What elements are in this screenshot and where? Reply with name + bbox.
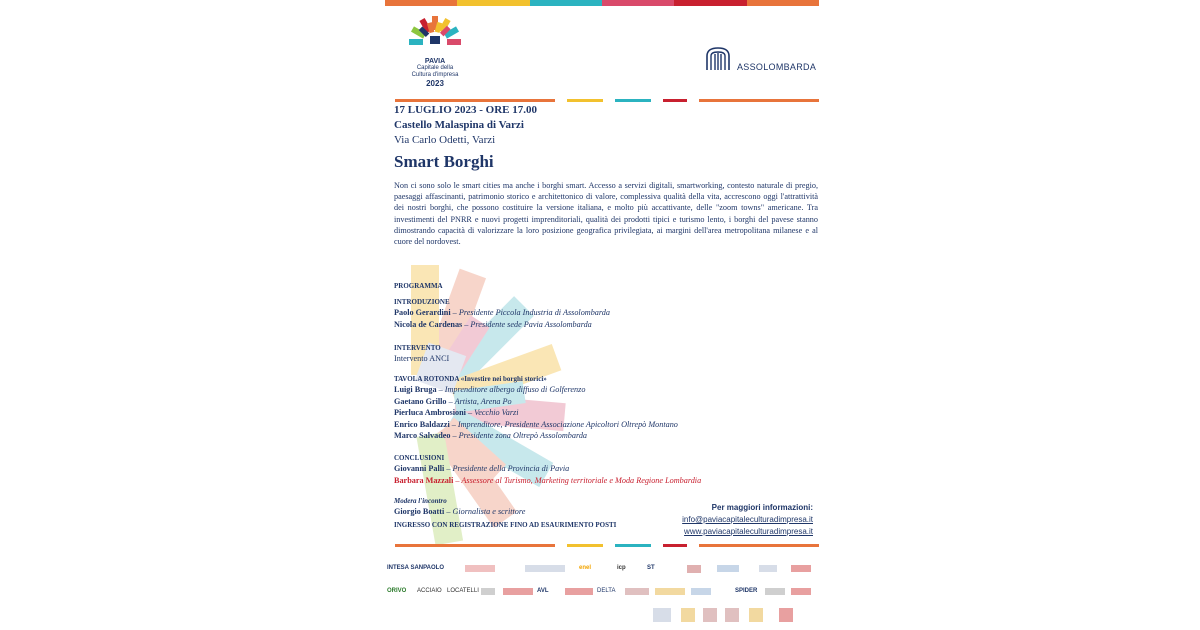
event-title: Smart Borghi xyxy=(394,152,494,171)
sponsor-logo xyxy=(625,588,649,595)
list-item: Pierluca Ambrosioni – Vecchio Varzi xyxy=(394,408,519,417)
sponsor-logo xyxy=(565,588,593,595)
list-item: Giorgio Boatti – Giornalista e scrittore xyxy=(394,507,526,516)
sponsor-logo: LOCATELLI xyxy=(447,588,479,594)
sponsor-logo xyxy=(465,565,495,572)
sponsor-strip xyxy=(385,552,819,630)
list-item: Nicola de Cardenas – Presidente sede Pavia Assolombarda xyxy=(394,319,592,329)
introduzione-section xyxy=(394,297,818,330)
sponsor-logo: enel xyxy=(579,565,592,571)
intervento-section xyxy=(394,343,818,365)
logo-caption: PAVIA Capitale della Cultura d'impresa 2023 xyxy=(411,58,459,88)
list-item: Barbara Mazzali – Assessore al Turismo, Marketing territoriale e Moda Regione Lombardia xyxy=(394,475,702,485)
info-email-link[interactable]: info@paviacapitaleculturadimpresa.it xyxy=(682,515,813,524)
list-item: Marco Salvadeo – Presidente zona Oltrepò Assolombarda xyxy=(394,431,588,440)
list-item: Paolo Gerardini – Presidente Piccola Industria di Assolombarda xyxy=(394,308,610,317)
intervento-title: INTERVENTO xyxy=(394,344,441,352)
event-intro: Non ci sono solo le smart cities ma anche i borghi smart. Accesso a servizi digitali, smartworking, contesto naturale di pregio, paesaggi affascinanti, patrimonio storico e architettonico di valore, complessiva qualità della vita, accrescono oggi l'attrattività dei nostri borghi, che possono costituire la versione italiana, e molto più accattivante, delle "zoom towns" americane. Tra investimenti del PNRR e nuovi progetti imprenditoriali, qualità dei prodotti tipici e turismo lento, i borghi del pavese stanno dimostrando capacità di valorizzare la loro posizione geografica privilegiata, ai margini dell'area metropolitana milanese e al cuore del nordovest. xyxy=(394,181,818,247)
sponsor-logo xyxy=(749,608,763,622)
sponsor-logo xyxy=(725,608,739,622)
sponsor-logo xyxy=(503,588,533,595)
sunburst-logo-icon xyxy=(399,14,471,60)
event-address: Via Carlo Odetti, Varzi xyxy=(394,134,496,146)
modera-title: Modera l'incontro xyxy=(394,497,447,505)
sponsor-logo xyxy=(791,588,811,595)
introduzione-title: INTRODUZIONE xyxy=(394,298,450,306)
info-heading: Per maggiori informazioni: xyxy=(711,503,813,512)
info-box xyxy=(682,502,813,538)
sponsor-logo: SPIDER xyxy=(735,588,758,594)
sponsor-logo: ST xyxy=(647,565,655,571)
pavia-capitale-logo xyxy=(399,14,471,92)
list-item: Enrico Baldazzi – Imprenditore, Presidente Associazione Apicoltori Oltrepò Montano xyxy=(394,419,678,429)
top-color-bar xyxy=(385,0,819,6)
ingresso-note: INGRESSO CON REGISTRAZIONE FINO AD ESAURIMENTO POSTI xyxy=(394,520,617,529)
sponsor-logo: ACCIAIO xyxy=(417,588,442,594)
sponsor-logo xyxy=(687,565,701,573)
sponsor-logo xyxy=(717,565,739,572)
sponsor-logo xyxy=(703,608,717,622)
intervento-text: Intervento ANCI xyxy=(394,354,450,363)
event-venue: Castello Malaspina di Varzi xyxy=(394,119,524,131)
sponsor-logo xyxy=(681,608,695,622)
color-divider-top xyxy=(395,99,819,102)
program-title: PROGRAMMA xyxy=(394,282,443,290)
list-item: Luigi Bruga – Imprenditore albergo diffuso di Golferenzo xyxy=(394,385,586,394)
sponsor-logo xyxy=(525,565,565,572)
sponsor-logo xyxy=(779,608,793,622)
assolombarda-label: ASSOLOMBARDA xyxy=(737,62,817,72)
sponsor-logo xyxy=(791,565,811,572)
sponsor-logo: AVL xyxy=(537,588,549,594)
conclusioni-title: CONCLUSIONI xyxy=(394,454,445,462)
event-date: 17 LUGLIO 2023 - ORE 17.00 xyxy=(394,104,538,116)
event-details xyxy=(394,103,818,247)
sponsor-logo: ORIVO xyxy=(387,588,407,594)
list-item: Gaetano Grillo – Artista, Arena Po xyxy=(394,396,512,406)
sponsor-logo xyxy=(765,588,785,595)
sponsor-logo xyxy=(655,588,685,595)
sponsor-logo xyxy=(481,588,495,595)
sponsor-logo xyxy=(653,608,671,622)
list-item: Giovanni Palli – Presidente della Provincia di Pavia xyxy=(394,464,570,473)
assolombarda-mark-icon xyxy=(703,44,733,74)
conclusioni-section xyxy=(394,453,818,486)
tavola-title: TAVOLA ROTONDA «Investire nei borghi storici» xyxy=(394,375,547,383)
sponsor-logo: INTESA SANPAOLO xyxy=(387,565,445,571)
assolombarda-logo xyxy=(703,44,817,74)
info-website-link[interactable]: www.paviacapitaleculturadimpresa.it xyxy=(684,527,813,536)
event-poster xyxy=(385,0,819,630)
color-divider-bottom xyxy=(395,544,819,547)
program-section xyxy=(394,281,818,291)
tavola-section xyxy=(394,374,818,442)
sponsor-logo xyxy=(759,565,777,572)
sponsor-logo: DELTA xyxy=(597,588,616,594)
sponsor-logo xyxy=(691,588,711,595)
sponsor-logo: icp xyxy=(617,565,626,571)
